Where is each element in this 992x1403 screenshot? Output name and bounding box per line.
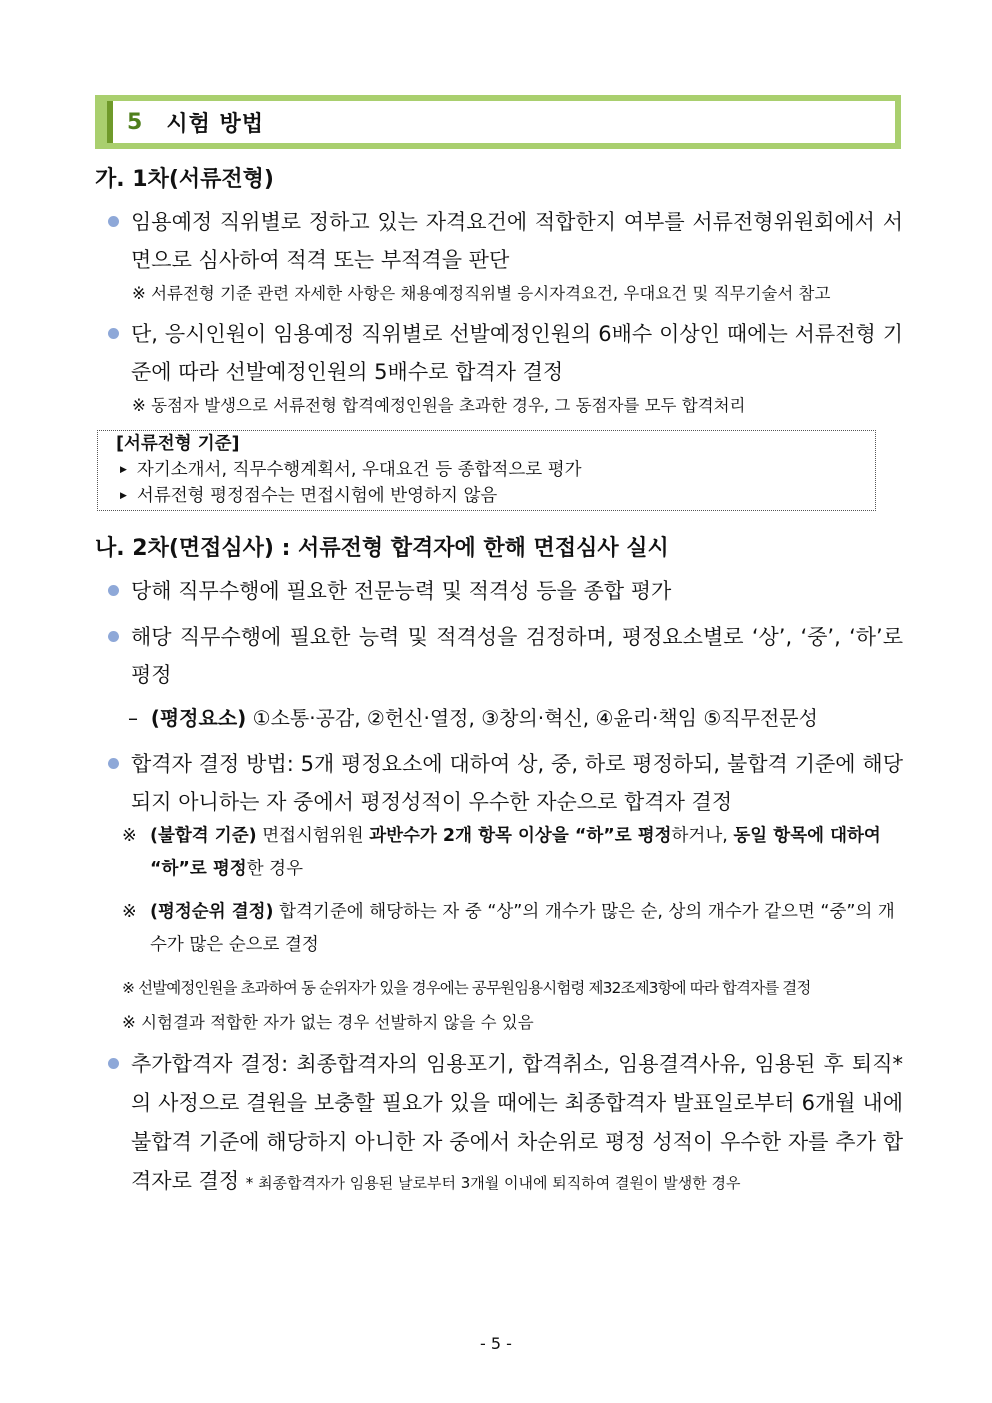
fail-text-2: 과반수가 2개 항목 이상을 “하”로 평정	[369, 826, 672, 846]
part1-bullet-1	[108, 203, 903, 279]
part2-heading: 나. 2차(면접심사) : 서류전형 합격자에 한해 면접심사 실시	[95, 536, 669, 561]
part2-note-3: ※ 선발예정인원을 초과하여 동 순위자가 있을 경우에는 공무원임용시험령 제32조제3항에 따라 합격자를 결정	[122, 979, 811, 997]
bullet-dot-icon	[108, 758, 119, 769]
part2-note-4: ※ 시험결과 적합한 자가 없는 경우 선발하지 않을 수 있음	[122, 1013, 534, 1032]
part1-bullet-2	[108, 315, 903, 391]
bullet-text: 임용예정 직위별로 정하고 있는 자격요건에 적합한지 여부를 서류전형위원회에서 서면으로 심사하여 적격 또는 부적격을 판단	[131, 210, 903, 272]
part2-bullet-3	[108, 745, 903, 821]
part2-bullet-1	[108, 572, 903, 610]
bullet-text: 당해 직무수행에 필요한 전문능력 및 적격성 등을 종합 평가	[131, 579, 672, 603]
part1-note-2: ※ 동점자 발생으로 서류전형 합격예정인원을 초과한 경우, 그 동점자를 모두 합격처리	[132, 396, 746, 415]
footnote: * 최종합격자가 임용된 날로부터 3개월 이내에 퇴직하여 결원이 발생한 경우	[245, 1174, 741, 1192]
evaluation-elements	[128, 702, 818, 731]
fail-text-3: 하거나,	[671, 826, 728, 846]
evaluation-elements-label: (평정요소)	[150, 706, 247, 730]
triangle-right-icon: ▶	[120, 491, 127, 501]
bullet-dot-icon	[108, 328, 119, 339]
part2-bullet-2	[108, 618, 903, 694]
fail-criteria-text	[150, 820, 900, 886]
criteria-row	[116, 483, 875, 509]
evaluation-elements-list: ①소통·공감, ②헌신·열정, ③창의·혁신, ④윤리·책임 ⑤직무전문성	[252, 706, 818, 730]
criteria-row-text: 서류전형 평정점수는 면접시험에 반영하지 않음	[136, 486, 498, 506]
rank-decision-text	[150, 896, 900, 962]
triangle-right-icon: ▶	[120, 465, 127, 475]
rank-decision-label: (평정순위 결정)	[150, 902, 274, 922]
fail-text-1: 면접시험위원	[262, 826, 364, 846]
criteria-box	[97, 430, 876, 511]
bullet-dot-icon	[108, 216, 119, 227]
fail-criteria-label: (불합격 기준)	[150, 826, 257, 846]
fail-text-4: 동일 항목에 대하여 “하”로 평정	[150, 826, 881, 879]
criteria-box-title: [서류전형 기준]	[116, 434, 240, 454]
note-mark: ※	[122, 826, 137, 846]
bullet-text	[131, 1045, 903, 1203]
bullet-text-body: 추가합격자 결정: 최종합격자의 임용포기, 합격취소, 임용결격사유, 임용된 후 퇴직*의 사정으로 결원을 보충할 필요가 있을 때에는 최종합격자 발표일로부터 6개월 내에 불합격 기준에 해당하지 아니한 자 중에서 차순위로 평정 성적이 우수한 자를 추가 합격자로 결정	[131, 1052, 903, 1193]
part1-heading: 가. 1차(서류전형)	[95, 167, 274, 192]
bullet-text: 단, 응시인원이 임용예정 직위별로 선발예정인원의 6배수 이상인 때에는 서류전형 기준에 따라 선발예정인원의 5배수로 합격자 결정	[131, 322, 903, 384]
section-title: 시험 방법	[166, 111, 264, 137]
criteria-row	[116, 457, 875, 483]
page-number: - 5 -	[480, 1334, 512, 1353]
bullet-dot-icon	[108, 585, 119, 596]
fail-criteria-note	[122, 820, 900, 886]
rank-decision-note	[122, 896, 900, 962]
section-number: 5	[127, 109, 143, 135]
bullet-text: 해당 직무수행에 필요한 능력 및 적격성을 검정하며, 평정요소별로 ‘상’, ‘중’, ‘하’로 평정	[131, 625, 903, 687]
fail-text-5: 한 경우	[246, 859, 303, 879]
bullet-text: 합격자 결정 방법: 5개 평정요소에 대하여 상, 중, 하로 평정하되, 불합격 기준에 해당되지 아니하는 자 중에서 평정성적이 우수한 자순으로 합격자 결정	[131, 752, 903, 814]
part1-note-1: ※ 서류전형 기준 관련 자세한 사항은 채용예정직위별 응시자격요건, 우대요건 및 직무기술서 참고	[132, 284, 831, 303]
rank-decision-body: 합격기준에 해당하는 자 중 “상”의 개수가 많은 순, 상의 개수가 같으면 “중”의 개수가 많은 순으로 결정	[150, 902, 895, 955]
part2-bullet-4	[108, 1045, 903, 1203]
bullet-dot-icon	[108, 631, 119, 642]
dash-mark: –	[128, 706, 145, 730]
criteria-row-text: 자기소개서, 직무수행계획서, 우대요건 등 종합적으로 평가	[136, 460, 582, 480]
section-header-inner	[107, 101, 895, 143]
section-header	[95, 95, 901, 149]
note-mark: ※	[122, 902, 137, 922]
bullet-dot-icon	[108, 1058, 119, 1069]
